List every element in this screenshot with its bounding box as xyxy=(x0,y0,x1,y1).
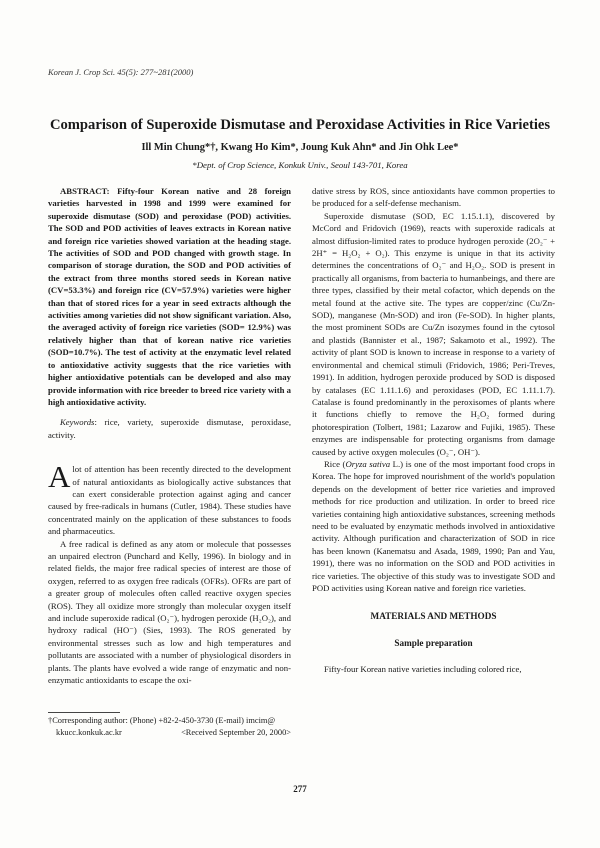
intro-paragraph-1-text: lot of attention has been recently directed to the development of natural antioxidants as biologically active substances that can exert considerable protection against aging and cancer caused by free-radicals in humans (Cutler, 1984). These studies have concentrated mainly on the application of these substances to foods and pharmaceutics. xyxy=(48,464,291,537)
intro-paragraph-2-cont: dative stress by ROS, since antioxidants have common properties to be produced for a self-defense mechanism. xyxy=(312,186,555,209)
sample-preparation-heading: Sample preparation xyxy=(394,637,473,648)
keywords-text: : rice, variety, superoxide dismutase, peroxidase, activity. xyxy=(48,417,291,440)
page-number: 277 xyxy=(293,784,307,794)
article-authors: Ill Min Chung*†, Kwang Ho Kim*, Joung Kuk Ahn* and Jin Ohk Lee* xyxy=(141,142,459,153)
intro-paragraph-1 xyxy=(48,459,291,537)
keywords xyxy=(48,416,291,441)
footnote-divider xyxy=(48,712,120,713)
footnote xyxy=(48,715,291,738)
footnote-email-domain: kkucc.konkuk.ac.kr xyxy=(56,727,122,737)
rice-species-name: Oryza sativa xyxy=(345,458,391,469)
methods-paragraph-1: Fifty-four Korean native varieties including colored rice, xyxy=(324,664,522,675)
author-affiliation: *Dept. of Crop Science, Konkuk Univ., Seoul 143-701, Korea xyxy=(192,160,408,170)
intro-paragraph-2: A free radical is defined as any atom or molecule that possesses an unpaired electron (Punchard and Kelly, 1996). In biology and in related fields, the major free radical species of interest are those of oxygen, referred to as oxygen free radicals (OFRs). OFRs are part of a greater group of molecules often called reactive oxygen species (ROS). They all oxidize more strongly than molecular oxygen itself and include superoxide radical (O₂⁻), hydrogen peroxide (H₂O₂), and hydroxy radical (HO⁻) (Sies, 1993). The ROS generated by environmental stresses such as low and high temperatures and pollutants are associated with a number of physiological disorders in plants. The plants have evolved a wide range of enzymatic and non-enzymatic antioxidants to escape the oxi- xyxy=(48,538,291,686)
footnote-contact: †Corresponding author: (Phone) +82-2-450-3730 (E-mail) imcim@ xyxy=(48,716,276,725)
journal-reference: Korean J. Crop Sci. 45(5): 277~281(2000) xyxy=(48,67,194,77)
received-date: <Received September 20, 2000> xyxy=(181,727,291,737)
footnote-line-2 xyxy=(48,727,291,739)
abstract: ABSTRACT: Fifty-four Korean native and 28 foreign varieties harvested in 1998 and 1999 were examined for superoxide dismutase (SOD) and peroxidase (POD) activities. The SOD and POD activities of leaves extracts in Korean native and foreign rice varieties showed variation at the heading stage. The activities of SOD and POD changed with growth stage. In comparison of storage duration, the SOD and POD activities of the extract from three months stored seeds in Korean native (CV=53.3%) and foreign rice (CV=57.9%) varieties were higher than that of stored rices for a year in seed extracts although the activities among varieties did not show significant variation. Also, the averaged activity of foreign rice varieties (SOD= 12.9%) was relatively higher than that of korean native rice varieties (SOD=10.7%). The test of activity at the enzymatic level related to antioxidative activity suggests that the rice varieties with higher antioxidative potentials can be developed and also may provide information with rice breeder to breed rice variety with a high antioxidative activity. xyxy=(48,186,291,407)
drop-cap: A xyxy=(48,459,71,495)
intro-paragraph-3: Superoxide dismutase (SOD, EC 1.15.1.1), discovered by McCord and Fridovich (1969), reacts with superoxide radicals at almost diffusion-limited rates to produce hydrogen peroxide (2O₂⁻ + 2H⁺ = H₂O₂ + O₂). This enzyme is unique in that its activity determines the concentrations of O₂⁻ and H₂O₂. SOD is present in practically all organisms, from bacteria to humanbeings, and there are three types, classified by their metal cofactor, which depends on the metal found at the active site. The types are copper/zinc (Cu/Zn-SOD), manganese (Mn-SOD) and iron (Fe-SOD). In higher plants, the most prominent SODs are Cu/Zn isozymes found in the cytosol and plastids (Bannister et al., 1987; Sakamoto et al., 1992). The activity of plant SOD is known to increase in response to a variety of environmental and chemical stimuli (Fridovich, 1986; Peri-Treves, 1991). In addition, hydrogen peroxide produced by SOD is disposed by catalases (EC 1.11.1.6) and peroxidases (POD, EC 1.11.1.7). Catalase is found predominantly in the peroxisomes of plants where it functions chiefly to remove the H₂O₂ formed during photorespiration (Tolbert, 1981; Lazarow and Fujiki, 1985). These enzymes are indispensable for protecting organisms from damage caused by active oxygen molecules (O₂⁻, OH⁻). xyxy=(312,210,555,457)
keywords-label: Keywords xyxy=(60,417,95,428)
materials-methods-heading: MATERIALS AND METHODS xyxy=(370,611,497,622)
rice-post: L.) is one of the most important food crops in Korea. The hope for improved nourishment of the world's population depends on the development of better rice varieties and improved methods for rice production and utilization. In order to breed rice varieties containing high antioxidative substances, screening methods need to be evaluated by enzymatic methods involved in antioxidative activity. Although purification and characterization of SOD in rice has been known (Kanematsu and Asada, 1989, 1990; Pan and Yau, 1991), there was no information on the SOD and POD activities in rice varieties. The objective of this study was to investigate SOD and POD activities using Korean native and foreign rice varieties. xyxy=(312,458,555,593)
rice-pre: Rice ( xyxy=(324,458,346,469)
intro-paragraph-4 xyxy=(312,458,555,594)
introduction xyxy=(48,459,291,686)
article-title: Comparison of Superoxide Dismutase and Peroxidase Activities in Rice Varieties xyxy=(49,117,551,133)
left-column xyxy=(48,185,291,686)
right-column xyxy=(312,185,555,676)
